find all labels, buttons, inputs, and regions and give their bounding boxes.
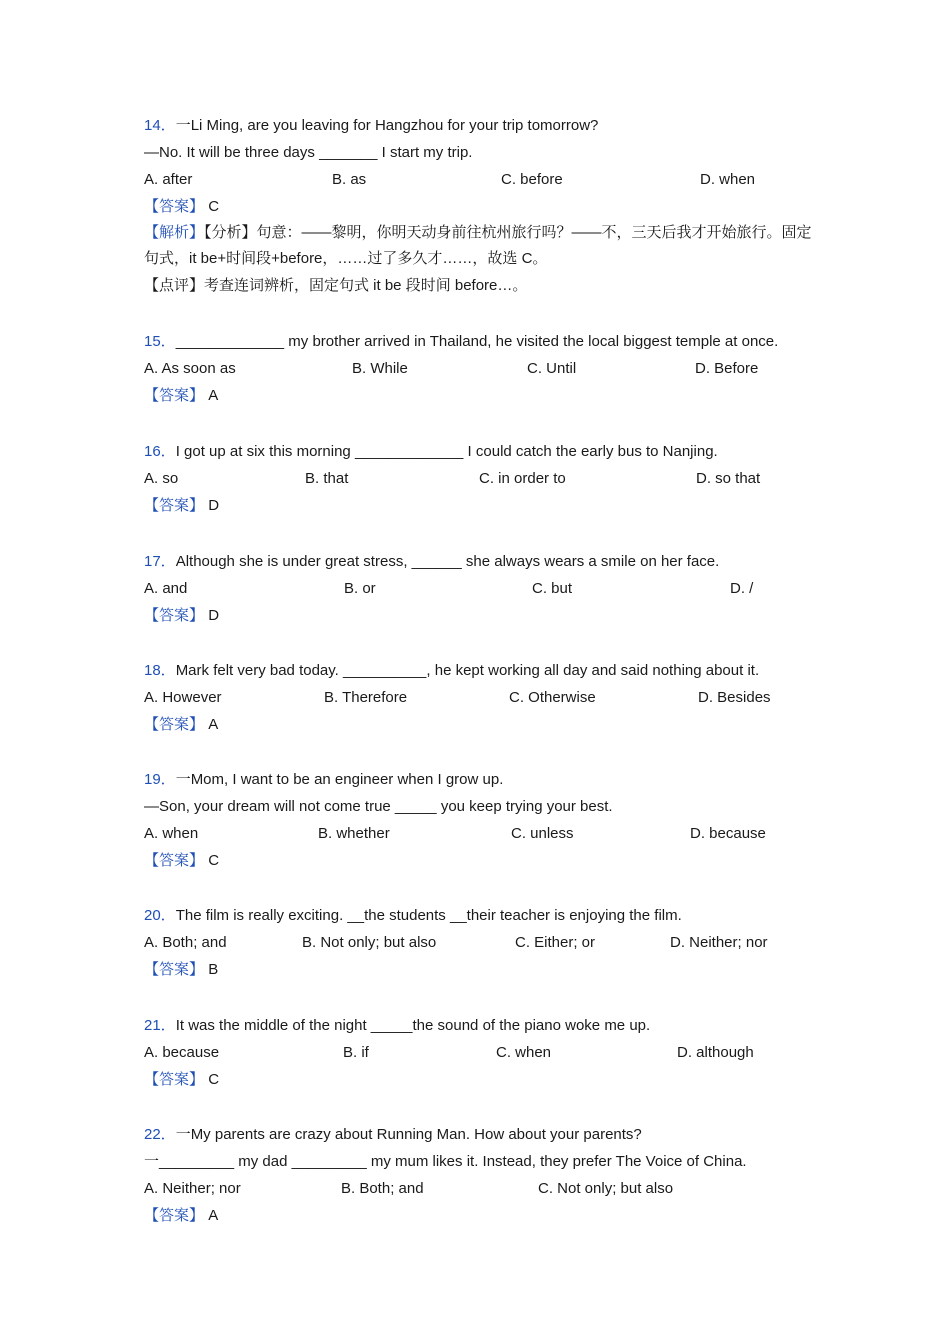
- answer-line: [144, 1066, 219, 1093]
- question-number: 20．: [144, 907, 176, 924]
- answer-line: [144, 492, 219, 519]
- answer-line: [144, 193, 219, 220]
- options-row: [144, 1175, 824, 1202]
- answer-label: 【答案】: [144, 716, 205, 733]
- option-d: D. so that: [696, 470, 761, 487]
- option-b: B. Both; and: [341, 1180, 424, 1197]
- question-text: I got up at six this morning _____________ I could catch the early bus to Nanjing.: [175, 443, 718, 460]
- answer-value: C: [208, 1071, 220, 1088]
- options-row: [144, 684, 824, 711]
- comment: 【点评】考查连词辨析，固定句式 it be 段时间 before…。: [144, 277, 528, 294]
- option-a: A. after: [144, 171, 193, 188]
- option-b: B. or: [344, 580, 376, 597]
- answer-line: [144, 602, 219, 629]
- option-c: C. Not only; but also: [538, 1180, 674, 1197]
- answer-label: 【答案】: [144, 1071, 205, 1088]
- option-a: A. so: [144, 470, 179, 487]
- answer-value: A: [208, 387, 219, 404]
- answer-value: A: [208, 716, 219, 733]
- option-c: C. before: [501, 171, 563, 188]
- options-row: [144, 575, 824, 602]
- option-b: B. if: [343, 1044, 369, 1061]
- question-text: The film is really exciting. __the students __their teacher is enjoying the film.: [175, 907, 682, 924]
- question-number: 15．: [144, 333, 176, 350]
- answer-line: [144, 382, 218, 409]
- answer-line: [144, 1202, 218, 1229]
- answer-line: [144, 847, 219, 874]
- option-c: C. unless: [511, 825, 574, 842]
- options-row: [144, 166, 824, 193]
- option-b: B. Not only; but also: [302, 934, 437, 951]
- answer-label: 【答案】: [144, 607, 205, 624]
- question-text: 一Li Ming, are you leaving for Hangzhou for your trip tomorrow?: [175, 117, 599, 134]
- question-text: Although she is under great stress, ______ she always wears a smile on her face.: [175, 553, 720, 570]
- options-row: [144, 355, 824, 382]
- option-d: D. /: [730, 580, 754, 597]
- options-row: [144, 820, 824, 847]
- analysis-label: 【解析】: [144, 224, 205, 241]
- question-text: 一My parents are crazy about Running Man. How about your parents?: [175, 1126, 642, 1143]
- option-c: C. Until: [527, 360, 577, 377]
- option-b: B. as: [332, 171, 367, 188]
- option-a: A. As soon as: [144, 360, 236, 377]
- answer-value: B: [208, 961, 219, 978]
- option-a: A. However: [144, 689, 222, 706]
- option-d: D. although: [677, 1044, 754, 1061]
- options-row: [144, 1039, 824, 1066]
- analysis: [144, 220, 812, 272]
- option-d: D. when: [700, 171, 756, 188]
- answer-label: 【答案】: [144, 497, 205, 514]
- question-number: 18．: [144, 662, 176, 679]
- question-text: It was the middle of the night _____the sound of the piano woke me up.: [175, 1017, 651, 1034]
- question-text: _____________ my brother arrived in Thailand, he visited the local biggest temple at once.: [175, 333, 779, 350]
- option-c: C. when: [496, 1044, 552, 1061]
- option-d: D. because: [690, 825, 766, 842]
- answer-label: 【答案】: [144, 387, 205, 404]
- answer-line: [144, 711, 218, 738]
- question-text: —Son, your dream will not come true _____ you keep trying your best.: [144, 798, 613, 815]
- question-number: 17．: [144, 553, 176, 570]
- options-row: [144, 465, 824, 492]
- answer-label: 【答案】: [144, 961, 205, 978]
- question-text: —No. It will be three days _______ I start my trip.: [144, 144, 473, 161]
- answer-value: C: [208, 198, 220, 215]
- option-c: C. in order to: [479, 470, 566, 487]
- option-a: A. and: [144, 580, 188, 597]
- option-c: C. Otherwise: [509, 689, 596, 706]
- option-a: A. when: [144, 825, 199, 842]
- option-b: B. that: [305, 470, 349, 487]
- answer-line: [144, 956, 218, 983]
- answer-label: 【答案】: [144, 1207, 205, 1224]
- option-d: D. Besides: [698, 689, 771, 706]
- answer-value: D: [208, 497, 220, 514]
- answer-value: A: [208, 1207, 219, 1224]
- option-c: C. but: [532, 580, 573, 597]
- option-d: D. Neither; nor: [670, 934, 768, 951]
- question-number: 22．: [144, 1126, 176, 1143]
- question-text: 一Mom, I want to be an engineer when I grow up.: [175, 771, 504, 788]
- option-a: A. Both; and: [144, 934, 227, 951]
- question-text: 一_________ my dad _________ my mum likes it. Instead, they prefer The Voice of China.: [144, 1153, 747, 1170]
- option-c: C. Either; or: [515, 934, 596, 951]
- answer-value: C: [208, 852, 220, 869]
- answer-value: D: [208, 607, 220, 624]
- answer-label: 【答案】: [144, 198, 205, 215]
- option-a: A. because: [144, 1044, 220, 1061]
- option-b: B. While: [352, 360, 408, 377]
- question-text: Mark felt very bad today. __________, he kept working all day and said nothing about it.: [175, 662, 760, 679]
- question-number: 16．: [144, 443, 176, 460]
- options-row: [144, 929, 824, 956]
- question-number: 21．: [144, 1017, 176, 1034]
- option-a: A. Neither; nor: [144, 1180, 241, 1197]
- option-b: B. whether: [318, 825, 390, 842]
- analysis-text: 【分析】句意：——黎明，你明天动身前往杭州旅行吗？——不，三天后我才开始旅行。固定句式，it be+时间段+before，……过了多久才……，故选 C。: [144, 224, 812, 267]
- option-b: B. Therefore: [324, 689, 408, 706]
- question-number: 19．: [144, 771, 176, 788]
- question-number: 14．: [144, 117, 176, 134]
- option-d: D. Before: [695, 360, 759, 377]
- answer-label: 【答案】: [144, 852, 205, 869]
